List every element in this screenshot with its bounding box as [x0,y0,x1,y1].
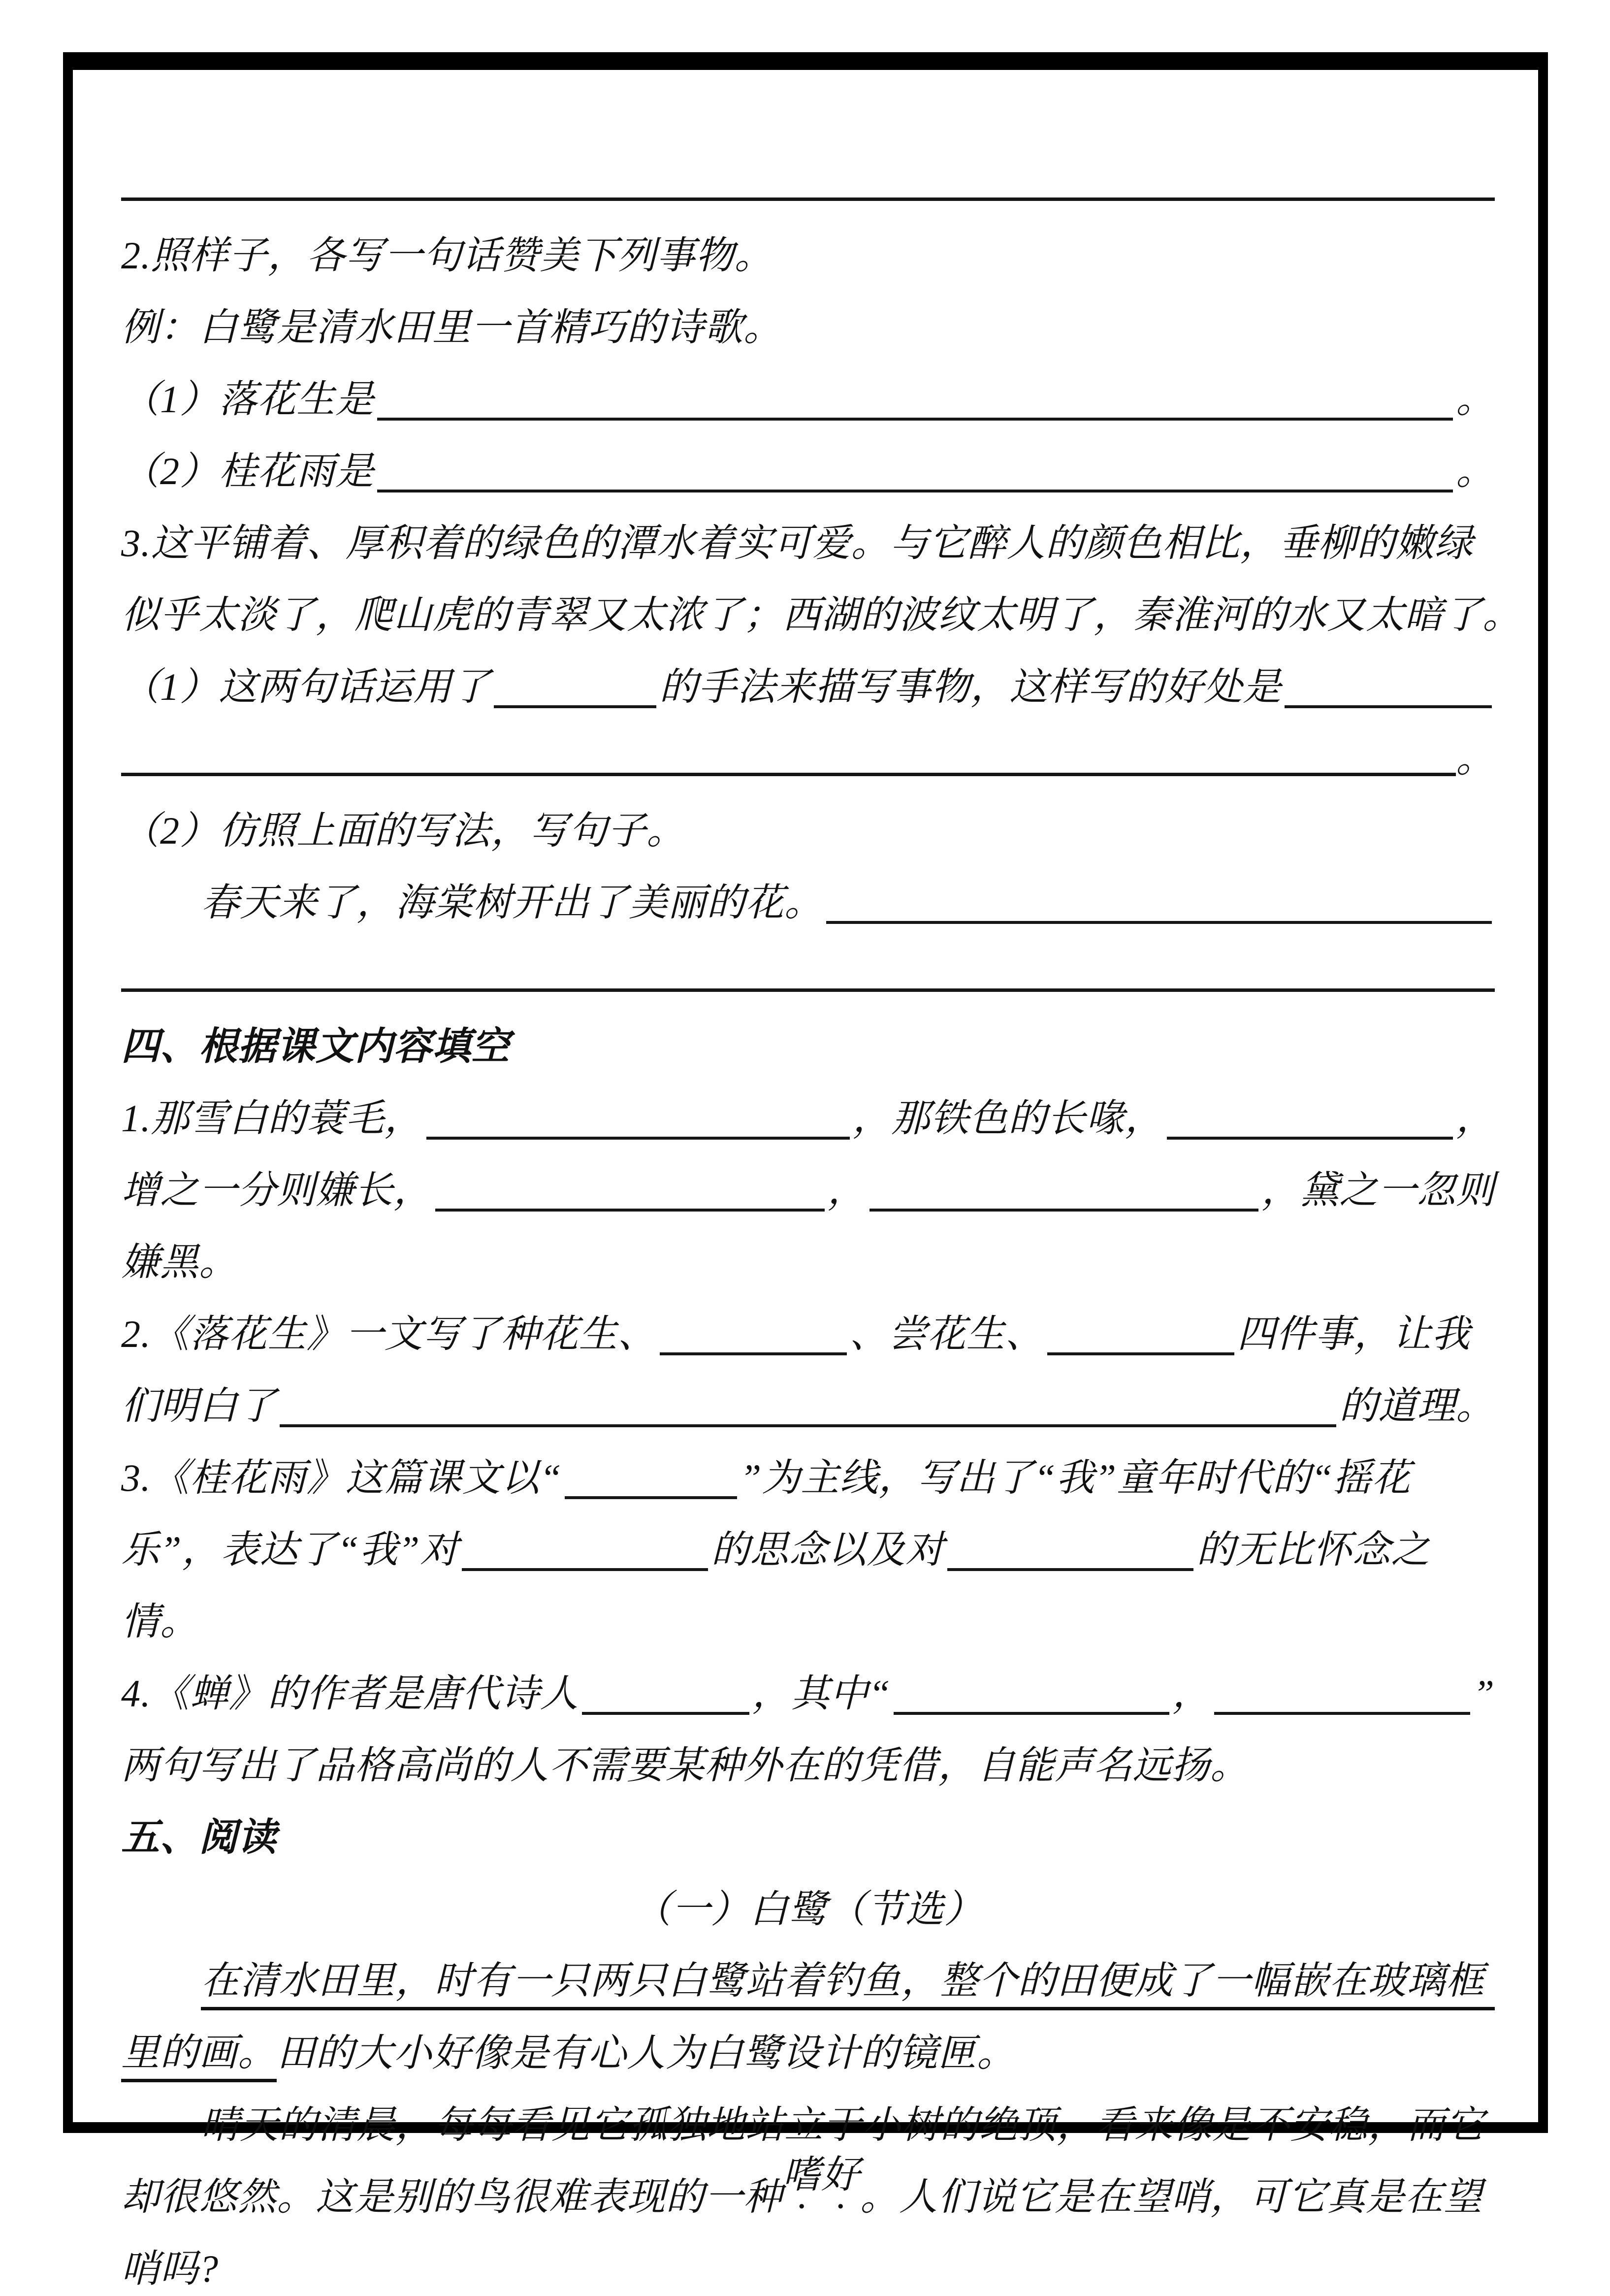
q3-blank-1 [565,1496,737,1499]
passage-p2-line-1 [121,2080,1495,2152]
passage-p2-text-1: 晴天的清晨，每每看见它孤独地站立于小树的绝顶，看来像是不安稳，而它 [201,2103,1485,2147]
item-2-period: 。 [1455,450,1495,493]
q2-blank-2 [1047,1352,1234,1355]
q4-text-a: 4.《蝉》的作者是唐代诗人 [121,1672,579,1715]
q3-blank-3 [947,1568,1193,1571]
sub-1-blank-2 [1285,705,1492,708]
answer-line [121,197,1495,201]
section-4-q4-line-2 [121,1721,1495,1793]
q1-blank-2 [1167,1137,1453,1140]
q2-blank-1 [660,1352,847,1355]
q2-text-b: 、尝花生、 [849,1312,1044,1356]
question-3-text-line-1 [121,498,1495,570]
q4-blank-2 [894,1712,1169,1715]
section-4-title: 四、根据课文内容填空 [121,1025,511,1068]
worksheet-frame [63,52,1548,2291]
item-1-prefix: （1）落花生是 [121,378,375,421]
passage-title-line [121,1865,1495,1936]
question-2-example: 例：白鹭是清水田里一首精巧的诗歌。 [121,306,783,349]
passage-title: （一）白鹭（节选） [633,1888,983,1931]
q1-text-d: 增之一分则嫌长， [121,1169,433,1212]
passage-p1-rest: 田的大小好像是有心人为白鹭设计的镜匣。 [277,2032,1016,2075]
q1-blank-1 [426,1137,850,1140]
question-2-prompt: 2.照样子，各写一句话赞美下列事物。 [121,234,773,277]
question-3-text-2: 似乎太淡了，爬山虎的青翠又太浓了；西湖的波纹太明了，秦淮河的水又太暗了。 [121,593,1522,637]
sub-2-prompt: （2）仿照上面的写法，写句子。 [121,809,686,853]
question-3-answer-rule [121,930,1495,1002]
q4-blank-3 [1214,1712,1470,1715]
passage-p1-line-1 [121,1936,1495,2008]
section-4-q1-line-1 [121,1074,1495,1146]
question-2-item-1 [121,355,1495,426]
question-2-prompt-line [121,211,1495,283]
q1-text-b: ，那铁色的长喙， [852,1097,1164,1140]
passage-underlined-sentence-1: 在清水田里，时有一只两只白鹭站着钓鱼，整个的田便成了一幅嵌在玻璃框 [201,1961,1495,2010]
q2-text-c: 四件事，让我 [1237,1312,1471,1356]
question-3-sub-2-example-line [121,858,1495,930]
section-4-q1-line-3 [121,1217,1495,1289]
sub-1-before: （1）这两句话运用了 [121,665,491,709]
question-2-item-2 [121,426,1495,498]
q4-text-d: ” [1473,1672,1495,1715]
item-1-period: 。 [1455,378,1495,421]
q3-text-c: 乐”，表达了“我”对 [121,1528,459,1572]
worksheet-content [73,70,1538,2296]
q3-text-b: ”为主线，写出了“我”童年时代的“摇花 [740,1456,1411,1500]
sub-2-answer-blank [826,921,1492,924]
q1-blank-4 [869,1209,1258,1212]
q4-text-c: ， [1172,1672,1211,1715]
q1-text-f: ，黛之一忽则 [1261,1169,1495,1212]
q1-text-g: 嫌黑。 [121,1241,238,1284]
question-3-text-line-2 [121,570,1522,642]
q3-text-a: 3.《桂花雨》这篇课文以“ [121,1456,562,1500]
passage-p2-line-2 [121,2152,1495,2224]
question-3-sub-1-answer-rule [121,714,1495,786]
sub-1-blank-1 [494,705,656,708]
section-4-q4-line-1 [121,1649,1495,1721]
q3-blank-2 [462,1568,708,1571]
q2-text-a: 2.《落花生》一文写了种花生、 [121,1312,657,1356]
q3-text-f: 情。 [121,1600,199,1643]
question-3-sub-1 [121,642,1495,714]
question-3-sub-2-prompt-line [121,786,1495,858]
q4-blank-1 [582,1712,749,1715]
section-4-q3-line-1 [121,1433,1495,1505]
question-2-example-line [121,283,1495,355]
q2-blank-3 [280,1424,1336,1427]
section-5-title-line [121,1793,1495,1865]
q1-text-a: 1.那雪白的蓑毛， [121,1097,423,1140]
q4-text-b: ，其中“ [752,1672,891,1715]
answer-line [121,773,1456,776]
passage-p2-line-3 [121,2224,1495,2296]
passage-p1-line-2 [121,2008,1495,2080]
item-2-prefix: （2）桂花雨是 [121,450,375,493]
q3-text-e: 的无比怀念之 [1196,1528,1430,1572]
item-1-answer-blank [377,418,1453,421]
section-4-title-line [121,1002,1495,1074]
sub-1-between: 的手法来描写事物，这样写的好处是 [659,665,1282,709]
q2-text-d: 们明白了 [121,1384,277,1428]
section-4-q2-line-2 [121,1361,1495,1433]
q1-text-c: ， [1455,1097,1495,1140]
q2-text-e: 的道理。 [1339,1384,1495,1428]
item-2-answer-blank [377,490,1453,492]
q4-text-e: 两句写出了品格高尚的人不需要某种外在的凭借，自能声名远扬。 [121,1744,1250,1787]
passage-p2-text-2a: 却很悠然。这是别的鸟很难表现的一种 [121,2175,783,2219]
section-4-q3-line-2 [121,1505,1495,1577]
sub-2-example: 春天来了，海棠树开出了美丽的花。 [201,881,824,924]
section-4-q3-line-3 [121,1577,1495,1649]
section-4-q1-line-2 [121,1146,1495,1217]
section-5-title: 五、阅读 [121,1816,277,1859]
passage-emphasis-word: 嗜好 [782,2153,861,2196]
section-4-q2-line-1 [121,1289,1495,1361]
passage-p2-text-3: 哨吗? [121,2247,219,2291]
q1-text-e: ， [827,1169,867,1212]
sub-1-period: 。 [1455,737,1495,781]
answer-rule-top [121,139,1495,211]
passage-p2-text-2b: 。人们说它是在望哨，可它真是在望 [860,2175,1483,2219]
answer-line [121,988,1495,992]
question-3-text-1: 3.这平铺着、厚积着的绿色的潭水着实可爱。与它醉人的颜色相比，垂柳的嫩绿 [121,522,1474,565]
q3-text-d: 的思念以及对 [711,1528,945,1572]
passage-underlined-sentence-2: 里的画。 [121,2033,277,2082]
q1-blank-3 [435,1209,824,1212]
